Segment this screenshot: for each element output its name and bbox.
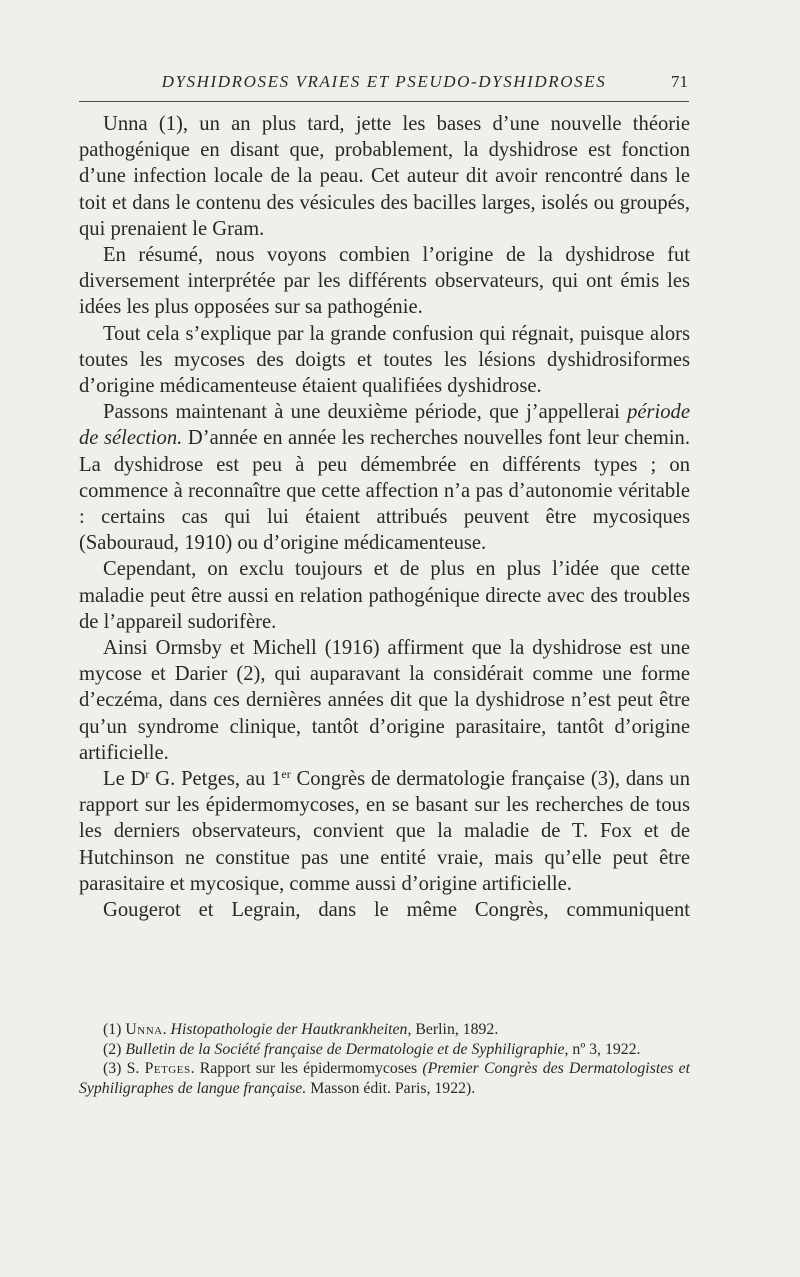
footnote-3-title: (Premier Congrès des Dermatologistes et Syphiligraphes de langue française. xyxy=(79,1060,690,1097)
footnote-1-rest: , Berlin, 1892. xyxy=(407,1021,499,1038)
paragraph-petges-a: Le D xyxy=(103,768,146,791)
footnote-1-number: (1) xyxy=(103,1021,126,1038)
periode-de-selection-term: période de sélection. xyxy=(79,401,690,450)
footnote-1-author: Unna xyxy=(125,1021,163,1038)
header-rule xyxy=(79,101,689,102)
paragraph-ormsby: Ainsi Ormsby et Michell (1916) affirment que la dyshidrose est une mycose et Darier (2), qui auparavant la considérait comme une forme d’eczéma, dans ces dernières années dit que la dyshidrose n’est peut être qu’un syndrome clinique, tantôt d’origine parasitaire, tantôt d’origine artificielle. xyxy=(79,637,690,764)
paragraph-resume: En résumé, nous voyons combien l’origine de la dyshidrose fut diversement interprétée par les différents observateurs, qui ont émis les idées les plus opposées sur sa pathogénie. xyxy=(79,244,690,319)
paragraph-petges xyxy=(79,766,690,897)
footnote-2-number: (2) xyxy=(103,1040,126,1058)
footnote-2-title: Bulletin de la Société française de Dermatologie et de Syphiligraphie xyxy=(125,1040,565,1058)
paragraph-unna: Unna (1), un an plus tard, jette les bases d’une nouvelle théorie pathogénique en disant que, probablement, la dyshidrose est fonction d’une infection locale de la peau. Cet auteur dit avoir rencontré dans le toit et dans le contenu des vésicules des bacilles larges, isolés ou groupés, qui prenaient le Gram. xyxy=(79,113,690,240)
page-header xyxy=(80,70,688,94)
footnotes xyxy=(79,1020,690,1098)
paragraph-petges-b: G. Petges, au 1 xyxy=(149,768,282,791)
paragraph-selection xyxy=(79,399,690,556)
footnote-3-author: Petges xyxy=(144,1060,191,1077)
paragraph-gougerot: Gougerot et Legrain, dans le même Congrès, communiquent xyxy=(103,899,690,922)
body-text xyxy=(79,111,690,923)
paragraph-selection-before: Passons maintenant à une deuxième période, que j’appellerai xyxy=(103,401,628,424)
footnote-2 xyxy=(79,1040,690,1060)
footnote-1-title: Histopathologie der Hautkrankheiten xyxy=(170,1021,408,1038)
footnote-3-number: (3) S. xyxy=(103,1060,145,1077)
paragraph-confusion: Tout cela s’explique par la grande confusion qui régnait, puisque alors toutes les mycoses des doigts et toutes les lésions dyshidrosiformes d’origine médicamenteuse étaient qualifiées dyshidrose. xyxy=(79,322,690,398)
page-number: 71 xyxy=(671,72,688,91)
paragraph-cependant: Cependant, on exclu toujours et de plus en plus l’idée que cette maladie peut être aussi en relation pathogénique directe avec des troubles de l’appareil sudorifère. xyxy=(79,558,690,633)
footnote-1 xyxy=(79,1020,690,1040)
footnote-1-mid: . xyxy=(162,1021,171,1038)
footnote-3-mid: . Rapport sur les épidermomycoses xyxy=(190,1060,423,1077)
running-title: DYSHIDROSES VRAIES ET PSEUDO-DYSHIDROSES xyxy=(161,72,607,91)
superscript-er: er xyxy=(281,767,291,782)
paragraph-selection-after: D’année en année les recherches nouvelles font leur chemin. La dyshidrose est peu à peu démembrée en différents types ; on commence à reconnaître que cette affection n’a pas d’autonomie véritable : certains cas qui lui étaient attribués peuvent être mycosiques (Sabouraud, 1910) ou d’origine médicamenteuse. xyxy=(79,427,690,555)
superscript-r: r xyxy=(145,767,150,782)
footnote-3 xyxy=(79,1059,690,1098)
paragraph-petges-c: Congrès de dermatologie française (3), dans un rapport sur les épidermomycoses, en se basant sur les recherches de tous les derniers observateurs, convient que la maladie de T. Fox et de Hutchinson ne constitue pas une entité vraie, mais qu’elle peut être parasitaire et mycosique, comme aussi d’origine artificielle. xyxy=(79,768,690,895)
footnote-3-rest: Masson édit. Paris, 1922). xyxy=(306,1079,476,1097)
footnote-2-rest: , nº 3, 1922. xyxy=(564,1040,641,1058)
